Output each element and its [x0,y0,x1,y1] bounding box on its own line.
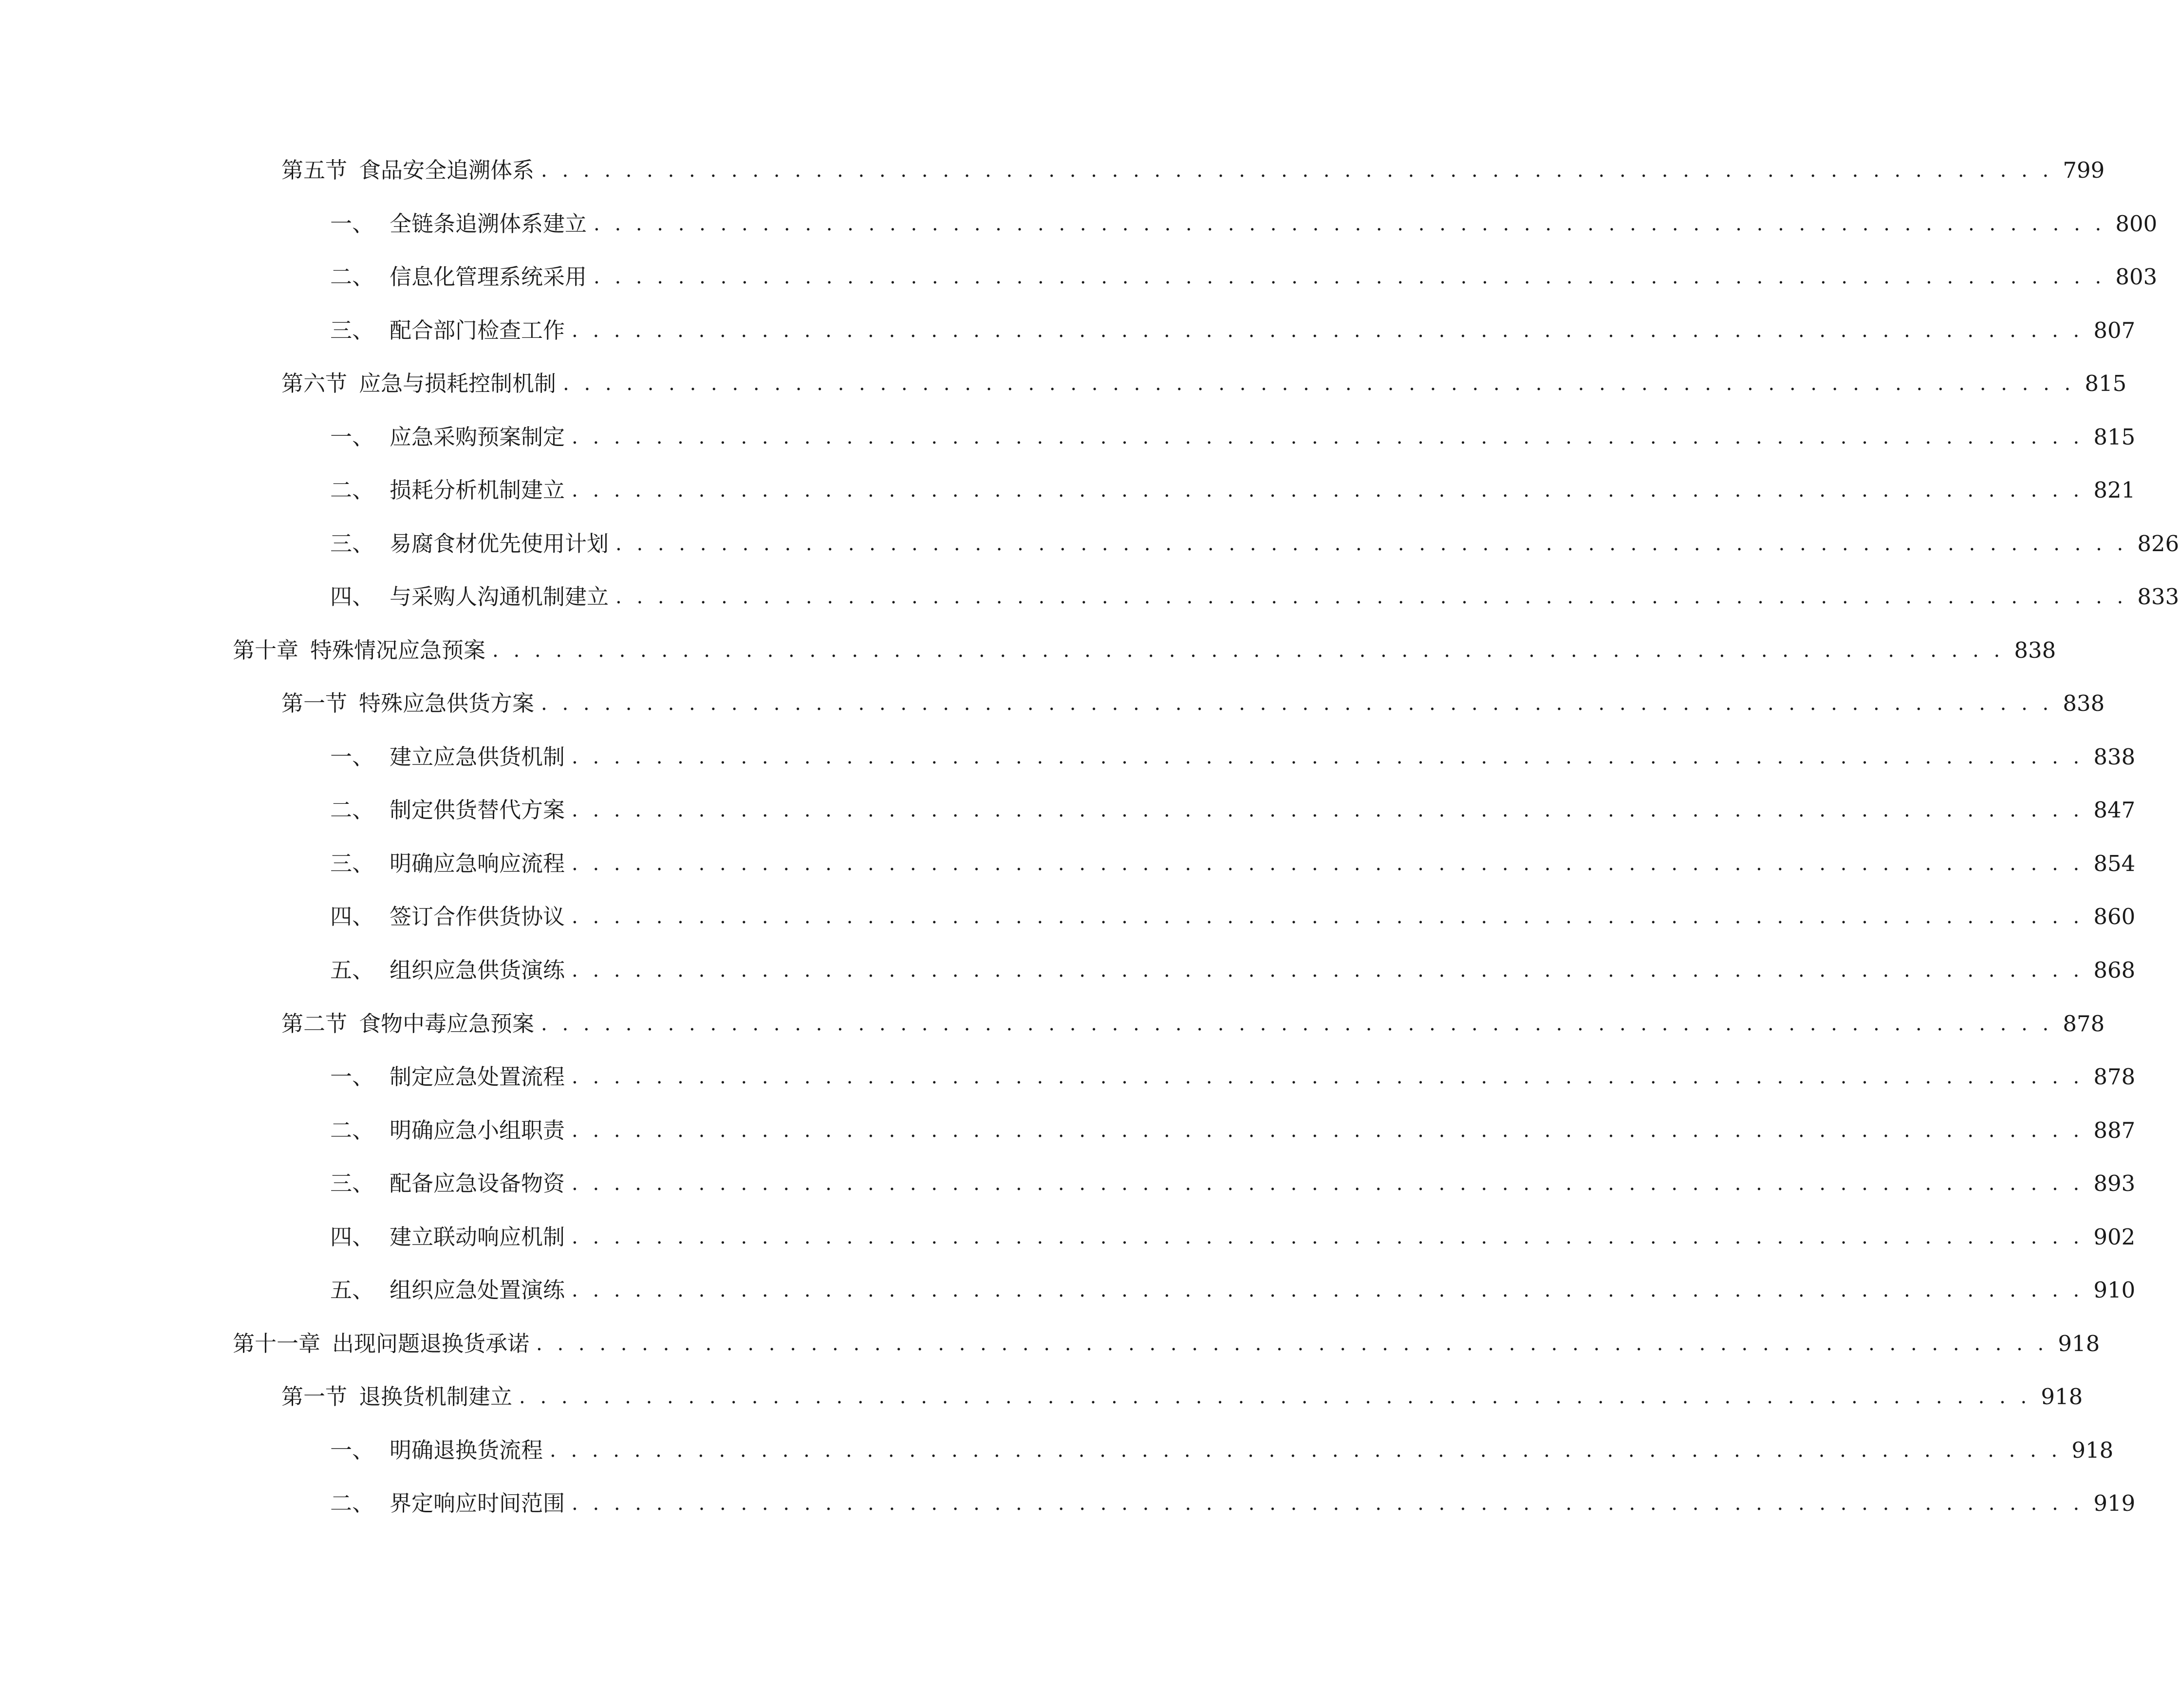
toc-entry-section[interactable] [281,153,2105,187]
entry-number: 三、 [330,1170,374,1196]
page-number: 878 [2063,1011,2105,1037]
page-number: 838 [2014,637,2056,663]
page-number: 800 [2115,211,2158,237]
dot-leader: . . . . . . . . . . . . . . . . . . . . . . . . . . . . . . . . . . . . . . . . . . . . . . . . . . . . . . . . . . . . . . . . . . . . . . . . [615,533,2128,555]
entry-title: 应急与损耗控制机制 [359,371,557,396]
entry-title: 组织应急处置演练 [390,1277,565,1303]
toc-entry-item[interactable] [330,580,2179,614]
entry-title: 全链条追溯体系建立 [390,211,587,237]
dot-leader: . . . . . . . . . . . . . . . . . . . . . . . . . . . . . . . . . . . . . . . . . . . . . . . . . . . . . . . . . . . . . . . . . . . . . . . . [572,319,2084,342]
entry-number: 三、 [330,531,374,557]
dot-leader: . . . . . . . . . . . . . . . . . . . . . . . . . . . . . . . . . . . . . . . . . . . . . . . . . . . . . . . . . . . . . . . . . . . . . . . . [492,639,2005,662]
entry-number: 第一节 [281,1384,348,1410]
entry-title: 明确应急小组职责 [390,1117,565,1143]
entry-title: 食物中毒应急预案 [359,1011,535,1037]
toc-entry-item[interactable] [330,740,2136,774]
entry-title: 信息化管理系统采用 [390,264,587,290]
entry-title: 配合部门检查工作 [390,317,565,343]
dot-leader: . . . . . . . . . . . . . . . . . . . . . . . . . . . . . . . . . . . . . . . . . . . . . . . . . . . . . . . . . . . . . . . . . . . . . . . . [572,746,2084,768]
toc-entry-item[interactable] [330,314,2136,348]
page-number: 826 [2137,531,2179,557]
dot-leader: . . . . . . . . . . . . . . . . . . . . . . . . . . . . . . . . . . . . . . . . . . . . . . . . . . . . . . . . . . . . . . . . . . . . . . . . [572,1492,2084,1515]
toc-entry-item[interactable] [330,207,2158,241]
toc-entry-item[interactable] [330,260,2158,294]
dot-leader: . . . . . . . . . . . . . . . . . . . . . . . . . . . . . . . . . . . . . . . . . . . . . . . . . . . . . . . . . . . . . . . . . . . . . . . . [536,1333,2049,1355]
page-number: 918 [2041,1384,2083,1410]
page-number: 919 [2093,1490,2136,1516]
dot-leader: . . . . . . . . . . . . . . . . . . . . . . . . . . . . . . . . . . . . . . . . . . . . . . . . . . . . . . . . . . . . . . . . . . . . . . . . [541,692,2053,715]
dot-leader: . . . . . . . . . . . . . . . . . . . . . . . . . . . . . . . . . . . . . . . . . . . . . . . . . . . . . . . . . . . . . . . . . . . . . . . . [572,799,2084,821]
entry-title: 与采购人沟通机制建立 [390,584,609,610]
page-number: 887 [2093,1117,2136,1143]
entry-number: 四、 [330,1224,374,1250]
entry-title: 制定供货替代方案 [390,797,565,823]
toc-entry-item[interactable] [330,1167,2136,1201]
entry-number: 三、 [330,851,374,876]
toc-entry-item[interactable] [330,1114,2136,1148]
toc-entry-item[interactable] [330,953,2136,987]
dot-leader: . . . . . . . . . . . . . . . . . . . . . . . . . . . . . . . . . . . . . . . . . . . . . . . . . . . . . . . . . . . . . . . . . . . . . . . . [615,586,2128,608]
entry-title: 特殊应急供货方案 [359,690,535,716]
toc-entry-item[interactable] [330,1486,2136,1521]
page-number: 847 [2093,797,2136,823]
entry-title: 易腐食材优先使用计划 [390,531,609,557]
dot-leader: . . . . . . . . . . . . . . . . . . . . . . . . . . . . . . . . . . . . . . . . . . . . . . . . . . . . . . . . . . . . . . . . . . . . . . . . [541,159,2053,182]
dot-leader: . . . . . . . . . . . . . . . . . . . . . . . . . . . . . . . . . . . . . . . . . . . . . . . . . . . . . . . . . . . . . . . . . . . . . . . . [572,479,2084,501]
entry-title: 组织应急供货演练 [390,957,565,983]
entry-number: 一、 [330,424,374,450]
entry-number: 一、 [330,1064,374,1090]
toc-entry-item[interactable] [330,527,2179,561]
page-number: 918 [2058,1331,2100,1356]
dot-leader: . . . . . . . . . . . . . . . . . . . . . . . . . . . . . . . . . . . . . . . . . . . . . . . . . . . . . . . . . . . . . . . . . . . . . . . . [572,1226,2084,1248]
entry-title: 建立应急供货机制 [390,744,565,770]
entry-title: 损耗分析机制建立 [390,477,565,503]
dot-leader: . . . . . . . . . . . . . . . . . . . . . . . . . . . . . . . . . . . . . . . . . . . . . . . . . . . . . . . . . . . . . . . . . . . . . . . . [572,1119,2084,1142]
dot-leader: . . . . . . . . . . . . . . . . . . . . . . . . . . . . . . . . . . . . . . . . . . . . . . . . . . . . . . . . . . . . . . . . . . . . . . . . [572,1066,2084,1088]
toc-entry-item[interactable] [330,900,2136,934]
page-number: 910 [2093,1277,2136,1303]
dot-leader: . . . . . . . . . . . . . . . . . . . . . . . . . . . . . . . . . . . . . . . . . . . . . . . . . . . . . . . . . . . . . . . . . . . . . . . . [594,213,2106,235]
entry-number: 第一节 [281,690,348,716]
page-number: 833 [2137,584,2179,610]
entry-number: 二、 [330,264,374,290]
page-number: 902 [2093,1224,2136,1250]
toc-entry-item[interactable] [330,1433,2114,1467]
toc-entry-chapter[interactable] [233,1327,2100,1361]
dot-leader: . . . . . . . . . . . . . . . . . . . . . . . . . . . . . . . . . . . . . . . . . . . . . . . . . . . . . . . . . . . . . . . . . . . . . . . . [594,266,2106,288]
page-number: 893 [2093,1170,2136,1196]
dot-leader: . . . . . . . . . . . . . . . . . . . . . . . . . . . . . . . . . . . . . . . . . . . . . . . . . . . . . . . . . . . . . . . . . . . . . . . . [572,1279,2084,1301]
toc-entry-section[interactable] [281,1007,2105,1041]
toc-entry-section[interactable] [281,687,2105,721]
entry-title: 界定响应时间范围 [390,1490,565,1516]
page-number: 918 [2071,1437,2114,1463]
toc-entry-chapter[interactable] [233,633,2056,668]
toc-entry-item[interactable] [330,420,2136,454]
entry-number: 三、 [330,317,374,343]
entry-title: 特殊情况应急预案 [310,637,486,663]
entry-number: 二、 [330,797,374,823]
entry-number: 四、 [330,904,374,929]
dot-leader: . . . . . . . . . . . . . . . . . . . . . . . . . . . . . . . . . . . . . . . . . . . . . . . . . . . . . . . . . . . . . . . . . . . . . . . . [563,372,2075,395]
toc-entry-item[interactable] [330,793,2136,827]
entry-number: 第十一章 [233,1331,321,1356]
dot-leader: . . . . . . . . . . . . . . . . . . . . . . . . . . . . . . . . . . . . . . . . . . . . . . . . . . . . . . . . . . . . . . . . . . . . . . . . [572,959,2084,982]
toc-entry-item[interactable] [330,473,2136,507]
entry-title: 出现问题退换货承诺 [332,1331,530,1356]
dot-leader: . . . . . . . . . . . . . . . . . . . . . . . . . . . . . . . . . . . . . . . . . . . . . . . . . . . . . . . . . . . . . . . . . . . . . . . . [572,426,2084,448]
entry-number: 第六节 [281,371,348,396]
entry-number: 一、 [330,744,374,770]
page-number: 838 [2063,690,2105,716]
entry-number: 一、 [330,1437,374,1463]
toc-entry-section[interactable] [281,1380,2083,1414]
entry-number: 五、 [330,1277,374,1303]
toc-entry-section[interactable] [281,367,2127,401]
entry-number: 四、 [330,584,374,610]
dot-leader: . . . . . . . . . . . . . . . . . . . . . . . . . . . . . . . . . . . . . . . . . . . . . . . . . . . . . . . . . . . . . . . . . . . . . . . . [572,906,2084,928]
entry-number: 第二节 [281,1011,348,1037]
entry-title: 制定应急处置流程 [390,1064,565,1090]
page-number: 854 [2093,851,2136,876]
toc-entry-item[interactable] [330,847,2136,881]
toc-entry-item[interactable] [330,1273,2136,1307]
page-number: 803 [2115,264,2158,290]
page-number: 815 [2093,424,2136,450]
entry-title: 食品安全追溯体系 [359,157,535,183]
page-number: 821 [2093,477,2136,503]
entry-title: 建立联动响应机制 [390,1224,565,1250]
entry-number: 一、 [330,211,374,237]
page-number: 838 [2093,744,2136,770]
dot-leader: . . . . . . . . . . . . . . . . . . . . . . . . . . . . . . . . . . . . . . . . . . . . . . . . . . . . . . . . . . . . . . . . . . . . . . . . [519,1386,2031,1408]
page-number: 799 [2063,157,2105,183]
toc-entry-item[interactable] [330,1060,2136,1094]
entry-number: 五、 [330,957,374,983]
dot-leader: . . . . . . . . . . . . . . . . . . . . . . . . . . . . . . . . . . . . . . . . . . . . . . . . . . . . . . . . . . . . . . . . . . . . . . . . [572,853,2084,875]
page-number: 868 [2093,957,2136,983]
entry-title: 退换货机制建立 [359,1384,513,1410]
dot-leader: . . . . . . . . . . . . . . . . . . . . . . . . . . . . . . . . . . . . . . . . . . . . . . . . . . . . . . . . . . . . . . . . . . . . . . . . [541,1013,2053,1035]
entry-title: 应急采购预案制定 [390,424,565,450]
page-number: 815 [2085,371,2127,396]
dot-leader: . . . . . . . . . . . . . . . . . . . . . . . . . . . . . . . . . . . . . . . . . . . . . . . . . . . . . . . . . . . . . . . . . . . . . . . . [550,1439,2062,1462]
entry-title: 明确应急响应流程 [390,851,565,876]
page-number: 878 [2093,1064,2136,1090]
entry-title: 明确退换货流程 [390,1437,543,1463]
toc-entry-item[interactable] [330,1220,2136,1254]
dot-leader: . . . . . . . . . . . . . . . . . . . . . . . . . . . . . . . . . . . . . . . . . . . . . . . . . . . . . . . . . . . . . . . . . . . . . . . . [572,1172,2084,1195]
entry-number: 第五节 [281,157,348,183]
entry-number: 二、 [330,1117,374,1143]
entry-number: 第十章 [233,637,299,663]
entry-title: 签订合作供货协议 [390,904,565,929]
page-number: 860 [2093,904,2136,929]
entry-title: 配备应急设备物资 [390,1170,565,1196]
entry-number: 二、 [330,477,374,503]
entry-number: 二、 [330,1490,374,1516]
page-number: 807 [2093,317,2136,343]
